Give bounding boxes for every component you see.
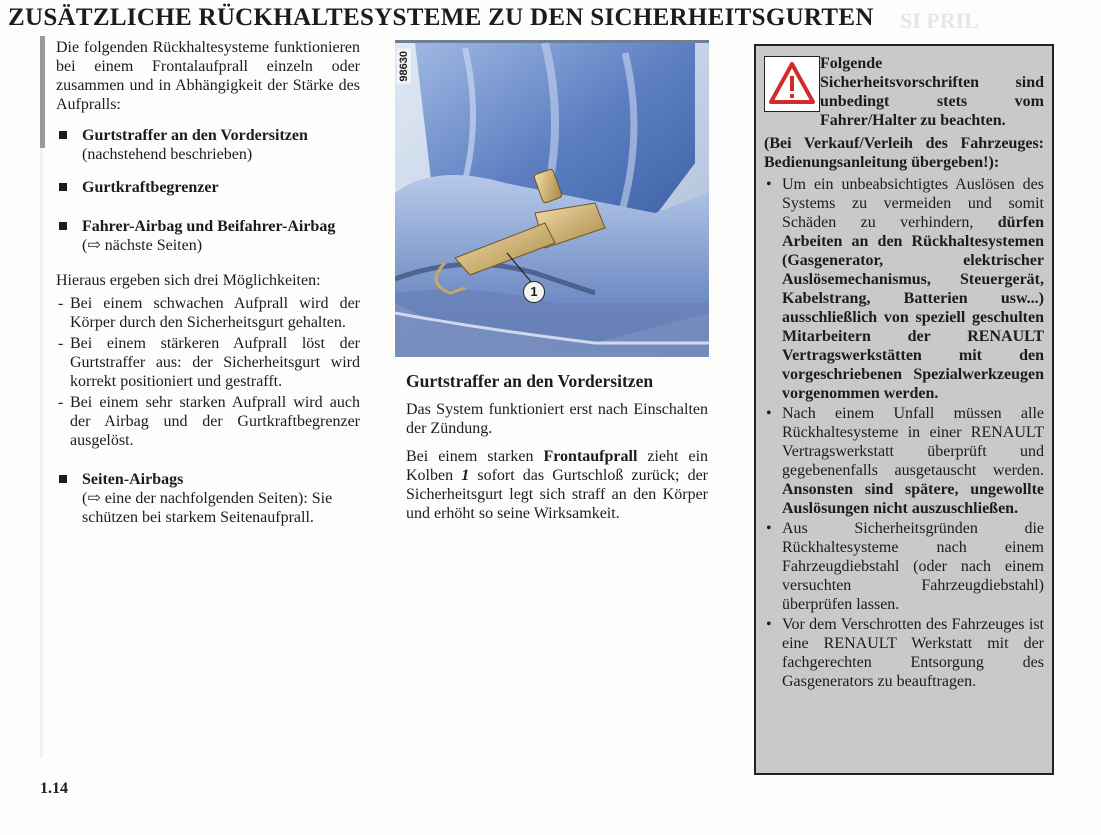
page-number: 1.14 [40, 780, 68, 797]
middle-column [406, 372, 708, 523]
seat-belt-tensioner-figure [395, 40, 709, 357]
left-column [56, 38, 360, 527]
bullet-title: Gurtkraftbegrenzer [82, 179, 219, 196]
intro-paragraph: Die folgenden Rückhaltesysteme funktionieren bei einem Frontalaufprall einzeln oder zusammen und in Abhängigkeit der Stärke des Aufpralls: [56, 39, 360, 113]
square-bullet-icon [59, 183, 67, 191]
dash-item: - Bei einem stärkeren Aufprall löst der Gurtstraffer aus: der Sicherheitsgurt wird korrekt positioniert und gestrafft. [58, 335, 360, 390]
figure-number: 98630 [398, 51, 410, 82]
middle-paragraph-2: Bei einem starken Frontaufprall zieht ein Kolben 1 sofort das Gurtschloß zurück; der Sicherheitsgurt legt sich straff an den Körper und erhöht so seine Wirksamkeit. [406, 448, 709, 522]
bullet-sub: (⇨ eine der nachfolgenden Seiten): Sie schützen bei starkem Seitenaufprall. [82, 490, 333, 526]
warning-triangle-icon [764, 56, 820, 112]
warning-bullet: • Nach einem Unfall müssen alle Rückhaltesysteme in einer RENAULT Vertragswerkstatt überprüft und gegebenenfalls ausgetauscht werden. Ansonsten sind spätere, ungewollte Auslösungen nicht auszuschließen. [766, 405, 1044, 517]
square-bullet-icon [59, 222, 67, 230]
middle-paragraph-1: Das System funktioniert erst nach Einschalten der Zündung. [406, 401, 708, 437]
warning-bullet: • Vor dem Verschrotten des Fahrzeuges ist eine RENAULT Werkstatt mit der fachgerechten Entsorgung des Gasgenerators zu beauftragen. [766, 616, 1044, 690]
bullet-title: Gurtstraffer an den Vordersitzen [82, 127, 308, 144]
callout-1: 1 [523, 281, 545, 303]
dash-item: - Bei einem sehr starken Aufprall wird auch der Airbag und der Gurtkraftbegrenzer ausgelöst. [58, 394, 360, 449]
dash-item: - Bei einem schwachen Aufprall wird der Körper durch den Sicherheitsgurt gehalten. [58, 295, 360, 331]
square-bullet-icon [59, 131, 67, 139]
warning-bullet: • Um ein unbeabsichtigtes Auslösen des Systems zu vermeiden und somit Schäden zu verhindern, dürfen Arbeiten an den Rückhaltesystemen (Gasgenerator, elektrischer Auslösemechanismus, Steuergerät, Kabelstrang, Batterien usw...) ausschließlich von speziell geschulten Mitarbeitern der RENAULT Vertragswerkstätten mit den vorgeschriebenen Spezialwerkzeugen vorgenommen werden. [766, 176, 1044, 402]
bullet-gurtkraftbegrenzer [56, 178, 360, 197]
bullet-sub: (⇨ nächste Seiten) [82, 237, 203, 254]
bleed-through-text: SI PRIL [900, 8, 979, 33]
page-title: ZUSÄTZLICHE RÜCKHALTESYSTEME ZU DEN SICHERHEITSGURTEN [8, 4, 874, 31]
bullet-side-airbags [56, 470, 360, 527]
square-bullet-icon [59, 475, 67, 483]
margin-bar-faint [40, 148, 43, 758]
margin-bar [40, 36, 45, 148]
warning-header [764, 54, 1044, 130]
warning-bullet: • Aus Sicherheitsgründen die Rückhaltesysteme nach einem Fahrzeugdiebstahl (oder nach einem versuchten Fahrzeugdiebstahl) überprüfen lassen. [766, 520, 1044, 613]
bullet-title: Fahrer-Airbag und Beifahrer-Airbag [82, 218, 336, 235]
bullet-gurtstraffer [56, 126, 360, 164]
bullet-airbag [56, 217, 360, 255]
section-heading: Gurtstraffer an den Vordersitzen [406, 371, 654, 391]
warning-head-text: Folgende Sicherheitsvorschriften sind unbedingt stets vom Fahrer/Halter zu beachten. [820, 55, 1044, 129]
seat-illustration [395, 43, 709, 357]
warning-subhead: (Bei Verkauf/Verleih des Fahrzeuges: Bedienungsanleitung übergeben!): [764, 135, 1044, 171]
bullet-title: Seiten-Airbags [82, 471, 184, 488]
bullet-sub: (nachstehend beschrieben) [82, 146, 253, 163]
possibilities-intro: Hieraus ergeben sich drei Möglichkeiten: [56, 272, 321, 289]
warning-box [754, 44, 1054, 775]
